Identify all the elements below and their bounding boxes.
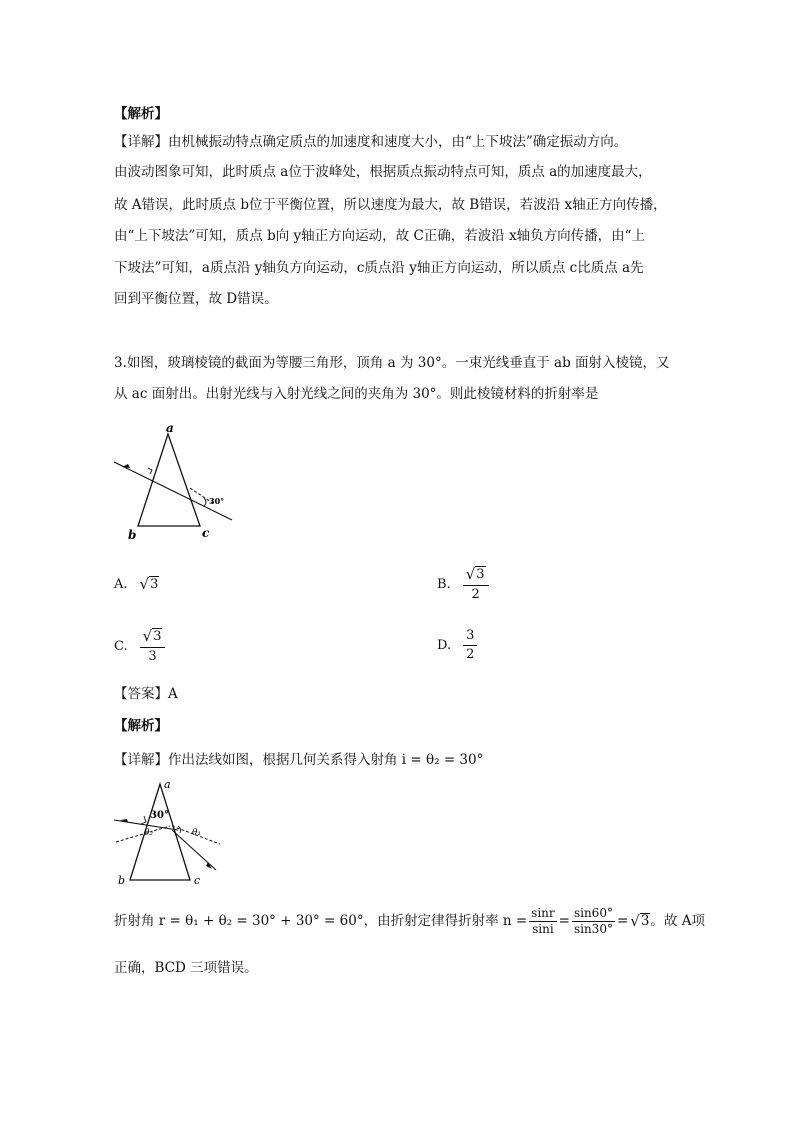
option-c-letter: C. (114, 639, 128, 654)
vertex-b-label-2: b (118, 874, 126, 887)
theta2-label: θ₂ (144, 828, 154, 838)
detail-line-2-1: 【详解】作出法线如图，根据几何关系得入射角 i = θ₂ = 30° (114, 752, 484, 768)
question-line-1: 3.如图，玻璃棱镜的截面为等腰三角形，顶角 a 为 30°。一束光线垂直于 ab 面射入棱镜，又 (114, 355, 670, 371)
detail-line-4: 由“上下坡法”可知，质点 b向 y轴正方向运动，故 C正确，若波沿 x轴负方向传播，由“上 (114, 228, 646, 244)
final-line: 正确，BCD 三项错误。 (114, 960, 258, 976)
prism-figure-1 (108, 420, 248, 548)
detail-line-2: 由波动图象可知，此时质点 a位于波峰处，根据质点振动特点可知，质点 a的加速度最大， (114, 164, 652, 180)
refraction-prefix: 折射角 r = θ₁ + θ₂ = 30° + 30° = 60°，由折射定律得折射率 n = (114, 913, 528, 929)
option-d-letter: D. (437, 638, 452, 653)
answer-line: 【答案】A (114, 686, 178, 702)
option-d-value: $\frac{3}{2}$ (463, 628, 477, 663)
theta1-label: θ₁ (192, 828, 202, 838)
sin-value-fraction: $\frac{\sin 60^\circ}{\sin 30^\circ}$ (573, 905, 613, 936)
vertex-c-label-2: c (194, 874, 201, 887)
prism-figure-2 (108, 778, 238, 890)
apex-angle-label: 30° (150, 810, 169, 821)
question-line-2: 从 ac 面射出。出射光线与入射光线之间的夹角为 30°。则此棱镜材料的折射率是 (114, 386, 599, 402)
vertex-a-label-2: a (164, 778, 171, 791)
angle-label: 30° (209, 496, 225, 506)
option-c-value: √ 3 3 (140, 628, 166, 665)
detail-line-6: 回到平衡位置，故 D错误。 (114, 291, 278, 307)
detail-line-1: 【详解】由机械振动特点确定质点的加速度和速度大小，由“上下坡法”确定振动方向。 (114, 134, 628, 150)
analysis-heading-2: 【解析】 (114, 718, 168, 734)
sin-ratio-fraction: $\frac{\sin r}{\sin i}$ (531, 905, 555, 936)
option-d (437, 628, 477, 663)
option-b-value: √ 3 2 (463, 566, 489, 603)
vertex-c-label: c (202, 526, 210, 540)
vertex-b-label: b (128, 528, 137, 542)
option-a-letter: A. (114, 576, 128, 592)
option-a-value: √ 3 (139, 575, 159, 593)
equals-sign-2: = (616, 913, 629, 929)
option-b (437, 566, 489, 603)
vertex-a-label: a (166, 421, 174, 435)
analysis-heading: 【解析】 (114, 106, 168, 122)
refraction-suffix: 。故 A项 (650, 913, 705, 929)
option-a (114, 576, 159, 592)
option-c (114, 628, 165, 665)
detail-line-5: 下坡法”可知，a质点沿 y轴负方向运动，c质点沿 y轴正方向运动，所以质点 c比质点 a先 (114, 260, 644, 276)
equals-sign-1: = (558, 913, 570, 929)
option-b-letter: B. (437, 577, 451, 592)
detail-line-3: 故 A错误，此时质点 b位于平衡位置，所以速度为最大，故 B错误，若波沿 x轴正方向传播， (114, 197, 667, 213)
refraction-result: √ 3 (630, 912, 650, 930)
refraction-line (114, 904, 705, 938)
